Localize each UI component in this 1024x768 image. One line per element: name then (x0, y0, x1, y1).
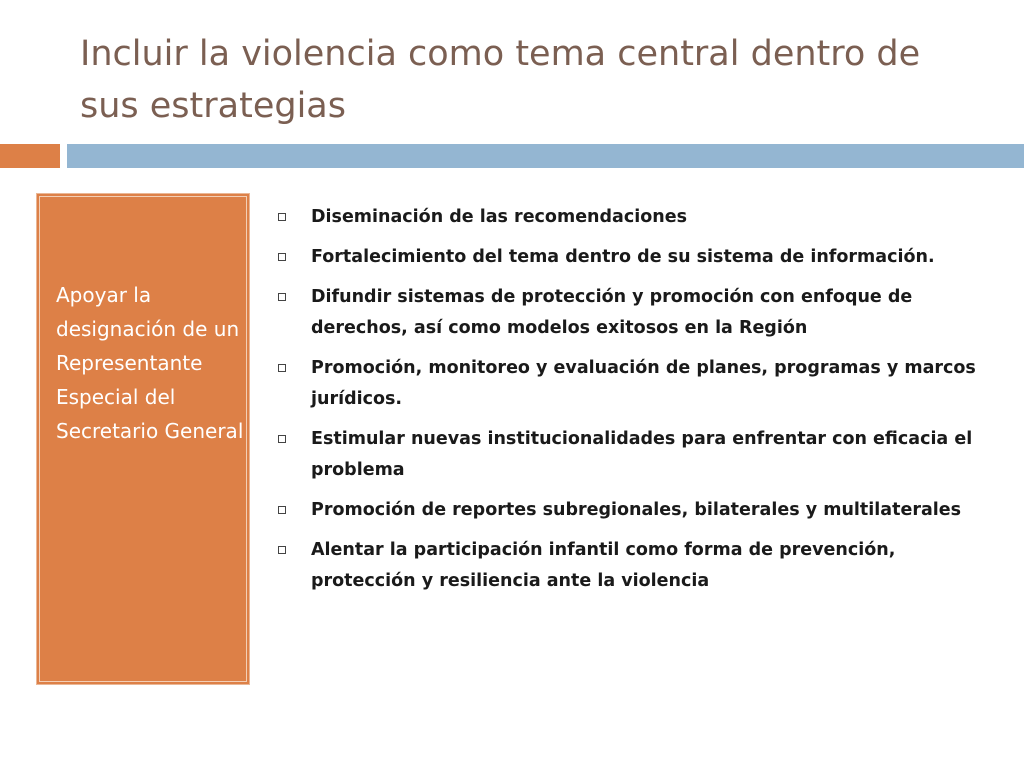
side-box-text: Apoyar la designación de un Representante Especial del Secretario General (56, 283, 244, 443)
hollow-square-bullet-icon (278, 253, 286, 261)
bullet-text: Promoción, monitoreo y evaluación de planes, programas y marcos jurídicos. (311, 358, 976, 409)
accent-bar-orange (0, 144, 60, 168)
hollow-square-bullet-icon (278, 546, 286, 554)
list-item (276, 282, 996, 344)
hollow-square-bullet-icon (278, 293, 286, 301)
list-item (276, 242, 996, 273)
bullet-text: Promoción de reportes subregionales, bilaterales y multilaterales (311, 500, 962, 520)
bullet-text: Estimular nuevas institucionalidades para enfrentar con eficacia el problema (311, 429, 973, 480)
list-item (276, 202, 996, 233)
accent-bar-blue (67, 144, 1024, 168)
side-box (36, 193, 250, 685)
bullet-text: Alentar la participación infantil como forma de prevención, protección y resiliencia ante la violencia (311, 540, 896, 591)
slide-title: Incluir la violencia como tema central dentro de sus estrategias (80, 34, 921, 126)
bullet-text: Difundir sistemas de protección y promoción con enfoque de derechos, así como modelos exitosos en la Región (311, 287, 913, 338)
bullet-text: Diseminación de las recomendaciones (311, 207, 687, 227)
list-item (276, 424, 996, 486)
hollow-square-bullet-icon (278, 506, 286, 514)
hollow-square-bullet-icon (278, 364, 286, 372)
list-item (276, 535, 996, 597)
list-item (276, 495, 996, 526)
hollow-square-bullet-icon (278, 435, 286, 443)
bullet-text: Fortalecimiento del tema dentro de su sistema de información. (311, 247, 935, 267)
hollow-square-bullet-icon (278, 213, 286, 221)
bullet-list (276, 202, 996, 606)
list-item (276, 353, 996, 415)
